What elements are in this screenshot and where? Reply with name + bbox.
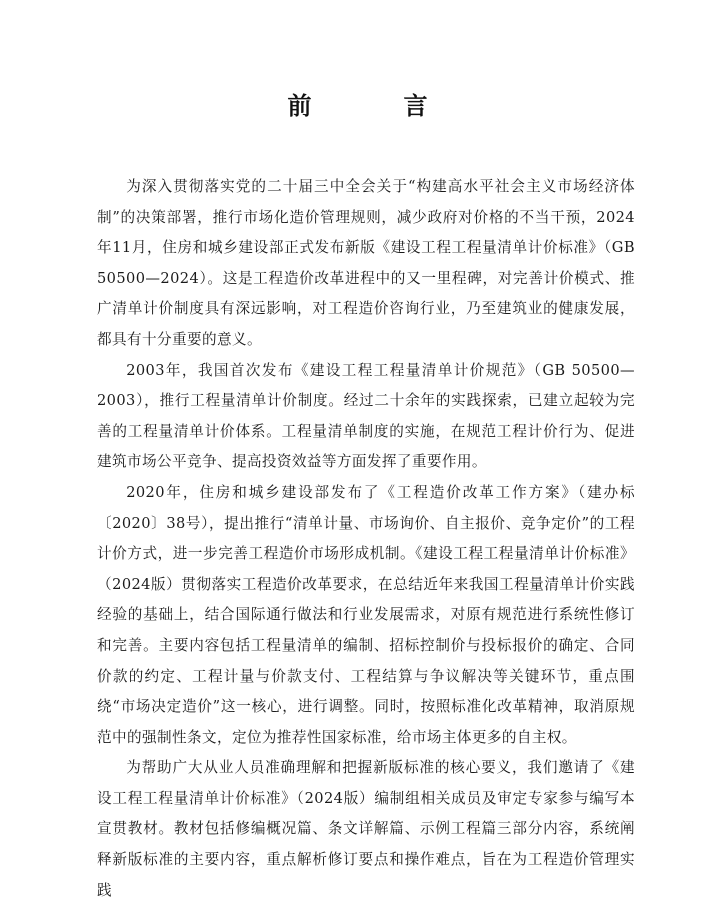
preface-body: [97, 172, 635, 906]
paragraph-3: 2020年，住房和城乡建设部发布了《工程造价改革工作方案》（建办标〔2020〕38号），提出推行“清单计量、市场询价、自主报价、竞争定价”的工程计价方式，进一步完善工程造价市场形成机制。《建设工程工程量清单计价标准》（2024版）贯彻落实工程造价改革要求，在总结近年来我国工程量清单计价实践经验的基础上，结合国际通行做法和行业发展需求，对原有规范进行系统性修订和完善。主要内容包括工程量清单的编制、招标控制价与投标报价的确定、合同价款的约定、工程计量与价款支付、工程结算与争议解决等关键环节，重点围绕“市场决定造价”这一核心，进行调整。同时，按照标准化改革精神，取消原规范中的强制性条文，定位为推荐性国家标准，给市场主体更多的自主权。: [97, 483, 635, 746]
page-title: 前 言: [287, 92, 462, 120]
paragraph-4: 为帮助广大从业人员准确理解和把握新版标准的核心要义，我们邀请了《建设工程工程量清单计价标准》（2024版）编制组相关成员及审定专家参与编写本宣贯教材。教材包括修编概况篇、条文详解篇、示例工程篇三部分内容，系统阐释新版标准的主要内容，重点解析修订要点和操作难点，旨在为工程造价管理实践: [97, 759, 635, 899]
paragraph-2: 2003年，我国首次发布《建设工程工程量清单计价规范》（GB 50500—2003），推行工程量清单计价制度。经过二十余年的实践探索，已建立起较为完善的工程量清单计价体系。工程量清单制度的实施，在规范工程计价行为、促进建筑市场公平竞争、提高投资效益等方面发挥了重要作用。: [97, 361, 635, 471]
paragraph-1: 为深入贯彻落实党的二十届三中全会关于“构建高水平社会主义市场经济体制”的决策部署，推行市场化造价管理规则，减少政府对价格的不当干预，2024年11月，住房和城乡建设部正式发布新版《建设工程工程量清单计价标准》（GB 50500—2024）。这是工程造价改革进程中的又一里程碑，对完善计价模式、推广清单计价制度具有深远影响，对工程造价咨询行业，乃至建筑业的健康发展，都具有十分重要的意义。: [97, 178, 635, 348]
